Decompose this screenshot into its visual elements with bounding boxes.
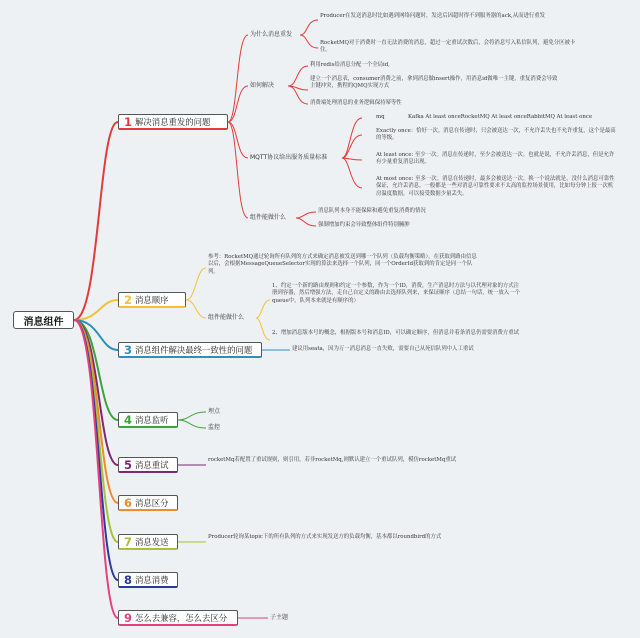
branch-9-number: 9 <box>124 610 133 625</box>
branch-8-node[interactable] <box>118 572 178 588</box>
branch-1-sub-connector <box>296 218 316 226</box>
b1-mq-desc: Kafka At least onceRocketMQ At least onceRabbitMQ At least once <box>408 114 593 120</box>
branch-1-number: 1 <box>124 114 133 129</box>
b5-text: rocketMq若配置了重试规则，则引用，若非rocketMq,则默认建立一个重试队列，模仿rocketMq重试 <box>208 457 457 463</box>
branch-1-label: 解决消息重发的问题 <box>135 116 211 127</box>
branch-1-node[interactable] <box>118 114 228 130</box>
branch-4-number: 4 <box>124 412 133 427</box>
b2-side-topic[interactable]: 组件能做什么 <box>208 314 245 321</box>
b4-topic-2[interactable]: 监控 <box>208 424 221 431</box>
branch-4-label: 消息监听 <box>135 414 169 425</box>
b1-how-text-2: 建立一个消息表，consumer消费之前，拿到消息做insert操作，用消息id做唯一主键，重复消费会导致主键冲突，携程的QMQ实现方式 <box>310 76 558 90</box>
branch-1-sub-connector <box>288 66 308 86</box>
branch-2-sub-connector <box>186 268 206 300</box>
branch-4-sub-connector <box>178 420 206 428</box>
b3-text: 建议用seata，因为万一消息消息一直失败，需要自己从死信队列中人工重试 <box>292 346 474 352</box>
branch-1-sub-connector <box>342 118 362 158</box>
branch-3-node[interactable] <box>118 342 262 358</box>
root-node[interactable]: 消息组件 <box>13 311 74 329</box>
b1-why-topic[interactable]: 为什么消息重发 <box>250 31 293 38</box>
branch-4-sub-connector <box>178 412 206 420</box>
b2-reference: 参考：RocketMQ通过轮询所有队列的方式来确定消息被发送到哪一个队列（负载均衡策略）。在获取到路由信息以后，会根据MessageQueueSelector实现的算法来选择一个队列，同一个OrderId获取到的肯定是同一个队列。 <box>208 254 477 275</box>
branch-2-number: 2 <box>124 292 133 307</box>
branch-9-connector <box>74 320 118 618</box>
b2-solution-2: 2、增加消息版本号的概念，根据版本号和消息ID，可以确定顺序，但消息并着条消息仍需要消费方重试 <box>272 330 520 336</box>
branch-2-sub-connector <box>256 318 270 340</box>
b1-why-text-1: Producer在发送消息时比如遇到网络问题时，发送后因超时得不到服务器的ack,从而进行重发 <box>320 13 546 19</box>
branch-2-node[interactable] <box>118 292 186 308</box>
branch-1-sub-connector <box>228 122 248 218</box>
branch-1-sub-connector <box>342 158 362 188</box>
branch-8-label: 消息消费 <box>135 574 169 585</box>
branch-5-number: 5 <box>124 457 133 472</box>
branch-6-node[interactable] <box>118 495 178 511</box>
branch-4-node[interactable] <box>118 412 178 428</box>
branch-3-label: 消息组件解决最终一致性的问题 <box>135 344 253 355</box>
b4-topic-1[interactable]: 埋点 <box>208 408 221 415</box>
branch-6-label: 消息区分 <box>135 497 169 508</box>
branch-9-label: 怎么去兼容，怎么去区分 <box>135 612 228 623</box>
b1-mq-label: mq <box>376 114 385 120</box>
b1-at-least-once: At least once: 至少一次。消息在传递时，至少会被送达一次。也就是说，不允许丢消息，但是允许有少量重复消息出现。 <box>376 152 615 166</box>
b1-side-text-2: 强制增加约束会导致整体组件特别臃肿 <box>318 222 410 228</box>
branch-5-label: 消息重试 <box>135 459 169 470</box>
b1-at-most-once: At most once: 至多一次。消息在传递时，最多会被送达一次。换一个说法就是，没什么消息可靠性保证，允许丢消息。一般都是一些对消息可靠性要求不太高的监控场景使用，比如每分钟上报一次机房温度数据，可以接受数据少量丢失。 <box>376 176 615 197</box>
b2-solution-1: 1、约定一个新的路由规则和约定一个参数，作为一个ID，消费，生产消息时方法与以代理对象的方式注册到容器，然后增强方法，走自己自定义的路由去选择队列来，来保证顺序（总结一句话，统一放入一个queue中，队列本来就是有顺序的） <box>272 283 520 304</box>
branch-1-sub-connector <box>300 20 318 35</box>
branch-1-sub-connector <box>296 212 316 218</box>
branch-7-label: 消息发送 <box>135 536 169 547</box>
branch-7-number: 7 <box>124 534 133 549</box>
branch-1-sub-connector <box>300 35 318 48</box>
b9-topic[interactable]: 子主题 <box>270 614 289 621</box>
branch-2-sub-connector <box>186 300 206 318</box>
b1-side-text-1: 消息队列本身不能保障和避免重复消费的情况 <box>318 208 426 214</box>
branch-1-sub-connector <box>228 35 248 122</box>
b1-how-text-1: 利用redis给消息分配一个全局id, <box>310 62 390 68</box>
branch-9-node[interactable] <box>118 610 238 626</box>
branch-2-connector <box>74 300 118 320</box>
branch-1-connector <box>74 122 118 320</box>
branch-2-sub-connector <box>256 300 270 318</box>
b1-why-text-2: RocketMQ对于消费时一直无法消费的消息，超过一定重试次数后，会将消息写入私信队列，避免分区被卡住。 <box>320 40 576 54</box>
branch-1-sub-connector <box>228 86 248 122</box>
branch-3-number: 3 <box>124 342 133 357</box>
branch-6-number: 6 <box>124 495 133 510</box>
b1-mqtt-topic[interactable]: MQTT协议给出服务质量标准 <box>250 154 328 161</box>
b1-how-topic[interactable]: 如何解决 <box>250 82 275 89</box>
b7-text: Producer轮询某topic下的所有队列的方式来实现发送方的负载均衡，基本都以roundbird的方式 <box>208 534 442 540</box>
branch-7-node[interactable] <box>118 534 178 550</box>
b1-side-topic[interactable]: 组件能做什么 <box>250 214 287 221</box>
b1-exactly-once: Exactly once：恰好一次。消息在传递时，只会被送达一次，不允许丢失也不允许重复，这个是最高的等级。 <box>376 128 616 142</box>
b1-how-text-3: 消费端处理消息的业务逻辑保持幂等性 <box>310 100 402 106</box>
branch-1-sub-connector <box>228 122 248 158</box>
branch-2-label: 消息顺序 <box>135 294 169 305</box>
branch-5-node[interactable] <box>118 457 178 473</box>
branch-8-number: 8 <box>124 572 133 587</box>
